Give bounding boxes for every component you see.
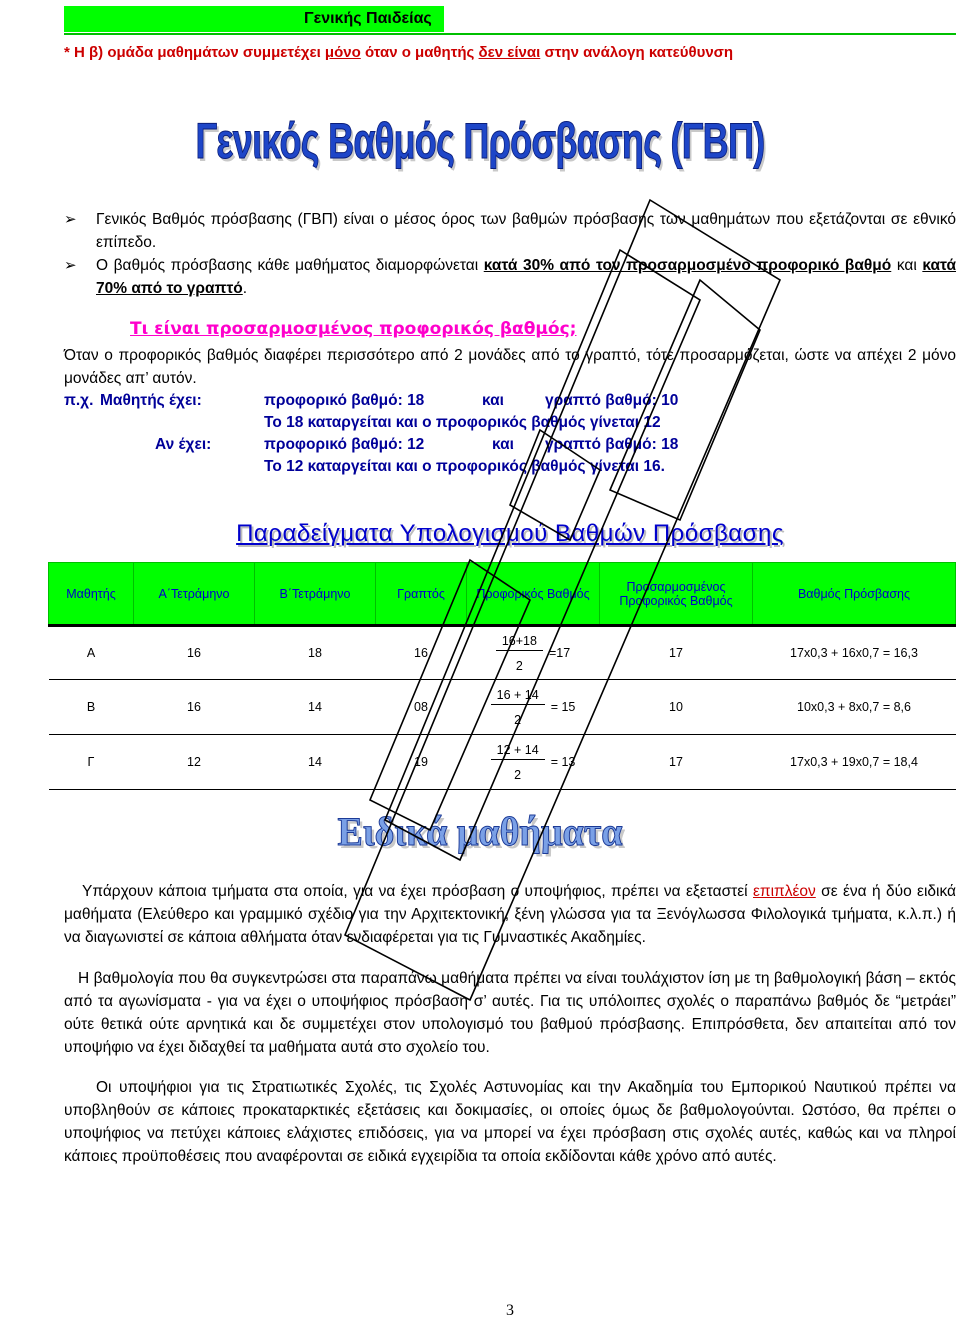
cell-written: 16: [376, 626, 467, 680]
cell-access: 17x0,3 + 16x0,7 = 16,3: [753, 626, 956, 680]
paragraph-special-1: [64, 880, 956, 949]
cell-oral: [467, 735, 600, 790]
bullet-list: [64, 208, 956, 300]
adjusted-question: Τι είναι προσαρμοσμένος προφορικός βαθμός;: [130, 319, 577, 339]
adjusted-explanation: Όταν ο προφορικός βαθμός διαφέρει περισσότερο από 2 μονάδες από το γραπτό, τότε προσαρμόζεται, ώστε να απέχει 2 μόνο μονάδες απ’ αυτόν.: [64, 347, 956, 387]
page-number: 3: [506, 1302, 514, 1319]
example-written-1: γραπτό βαθμό: 10: [545, 392, 679, 409]
paragraph-highlight: επιπλέον: [753, 883, 816, 900]
fraction-result: = 13: [550, 755, 576, 769]
cell-written: 08: [376, 680, 467, 735]
gvp-title: Γενικός Βαθμός Πρόσβασης (ΓΒΠ): [195, 113, 765, 169]
example-oral-1: προφορικό βαθμό: 18: [264, 392, 425, 409]
paragraph-special-2: Η βαθμολογία που θα συγκεντρώσει στα παραπάνω μαθήματα πρέπει να είναι τουλάχιστον ίση με τη βαθμολογική βάση – εκτός από τα αγωνίσματα - για να έχει ο υποψήφιος πρόσβαση σ’ αυτές. Για τις υπόλοιπες σχολές ο παραπάνω βαθμός δε “μετράει” ούτε θετικά ούτε αρνητικά και δε συμμετέχει στον υπολογισμό του βαθμού πρόσβασης. Επιπρόσθετα, δεν απαιτείται από τον υποψήφιο να έχει διδαχθεί τα μαθήματα αυτά στο σχολείο του.: [64, 970, 956, 1056]
arrow-bullet-icon: ➢: [64, 211, 77, 228]
cell-term-a: 12: [134, 735, 255, 790]
bullet-text: Γενικός Βαθμός πρόσβασης (ΓΒΠ) είναι ο μέσος όρος των βαθμών πρόσβασης των μαθημάτων που εξετάζονται σε εθνικό επίπεδο.: [96, 211, 956, 251]
note-part: * Η β) ομάδα μαθημάτων συμμετέχει: [64, 44, 325, 61]
table-row: [49, 735, 956, 790]
fraction: [496, 634, 570, 673]
cell-term-a: 16: [134, 626, 255, 680]
list-item: [64, 254, 956, 300]
paragraph-part: σε ένα ή δύο ειδικά μαθήματα (Ελεύθερο και γραμμικό σχέδιο για την Αρχιτεκτονική, ξένη γλώσσα για τα Ξενόγλωσσα Φιλολογικά τμήματα, κ.λ.π.) ή να διαγωνιστεί σε κάποια αθλήματα όταν ενδιαφέρεται για τις Γυμναστικές Ακαδημίες.: [64, 883, 956, 946]
arrow-bullet-icon: ➢: [64, 257, 77, 274]
cell-student: Γ: [49, 735, 134, 790]
example-result-1: Το 18 καταργείται και ο προφορικός βαθμός γίνεται 12: [264, 414, 661, 431]
note-part: όταν ο μαθητής: [360, 44, 479, 61]
paragraph-part: Υπάρχουν κάποια τμήματα στα οποία, για να έχει πρόσβαση ο υποψήφιος, πρέπει να εξεταστεί: [82, 883, 753, 900]
example-prefix: π.χ.: [64, 392, 94, 409]
table-title: Παραδείγματα Υπολογισμού Βαθμών Πρόσβασης: [236, 520, 784, 547]
cell-adjusted: 17: [600, 735, 753, 790]
column-header: Προφορικός Βαθμός: [467, 563, 600, 626]
note-emphasis: μόνο: [324, 44, 361, 61]
fraction-numerator: 16 + 14: [491, 688, 545, 705]
fraction-numerator: 16+18: [496, 634, 543, 651]
fraction-denominator: 2: [514, 712, 522, 727]
bullet-bold-part: κατά 30% από τον προσαρμοσμένο προφορικό βαθμό: [483, 257, 892, 274]
bullet-text-part: και: [891, 257, 923, 274]
fraction-result: =17: [548, 646, 571, 660]
cell-written: 19: [376, 735, 467, 790]
example-oral-2: προφορικό βαθμό: 12: [264, 436, 425, 453]
fraction-denominator: 2: [514, 767, 522, 782]
column-header: Γραπτός: [376, 563, 467, 626]
special-subjects-title: Ειδικά μαθήματα: [337, 809, 623, 854]
bullet-bold-part: κατά 70% από το γραπτό: [96, 257, 957, 297]
bullet-text-part: .: [242, 280, 248, 297]
cell-oral: [467, 680, 600, 735]
example-label-1: Μαθητής έχει:: [100, 392, 202, 409]
note-emphasis: δεν είναι: [478, 44, 541, 61]
cell-adjusted: 10: [600, 680, 753, 735]
cell-adjusted: 17: [600, 626, 753, 680]
cell-access: 17x0,3 + 19x0,7 = 18,4: [753, 735, 956, 790]
header-tag: Γενικής Παιδείας: [304, 10, 432, 27]
column-header: Α΄Τετράμηνο: [134, 563, 255, 626]
fraction-result: = 15: [550, 700, 576, 714]
table-header-row: [49, 563, 956, 626]
table-row: [49, 680, 956, 735]
example-and-2: και: [492, 436, 514, 453]
cell-term-b: 18: [255, 626, 376, 680]
cell-student: Α: [49, 626, 134, 680]
bullet-text: [96, 254, 956, 300]
bullet-text-part: Ο βαθμός πρόσβασης κάθε μαθήματος διαμορφώνεται: [96, 257, 484, 274]
column-header: Β΄Τετράμηνο: [255, 563, 376, 626]
header-rule: [64, 33, 956, 35]
paragraph-special-3: Οι υποψήφιοι για τις Στρατιωτικές Σχολές, τις Σχολές Αστυνομίας και την Ακαδημία του Εμπορικού Ναυτικού πρέπει να υποβληθούν σε κάποιες προκαταρκτικές εξετάσεις και δοκιμασίες, οι οποίες όμως δε βαθμολογούνται. Ωστόσο, θα πρέπει ο υποψήφιος να πετύχει κάποιες ελάχιστες επιδόσεις, για να μπορεί να έχει πρόσβαση στις σχολές αυτές, καθώς και να πληροί κάποιες προϋποθέσεις που αναφέρονται σε ειδικά εγχειρίδια τα οποία εκδίδονται κάθε χρόνο από αυτές.: [64, 1079, 956, 1165]
column-header: Μαθητής: [49, 563, 134, 626]
example-result-2: Το 12 καταργείται και ο προφορικός βαθμός γίνεται 16.: [264, 458, 665, 475]
group-note: [64, 44, 733, 61]
table-row: [49, 626, 956, 680]
cell-term-a: 16: [134, 680, 255, 735]
cell-term-b: 14: [255, 735, 376, 790]
fraction: [491, 688, 576, 727]
section-header: [64, 6, 444, 32]
column-header: Βαθμός Πρόσβασης: [753, 563, 956, 626]
cell-student: Β: [49, 680, 134, 735]
example-written-2: γραπτό βαθμό: 18: [545, 436, 679, 453]
list-item: [64, 208, 956, 254]
fraction-numerator: 12 + 14: [491, 743, 545, 760]
fraction: [491, 743, 576, 782]
fraction-denominator: 2: [515, 658, 523, 673]
grades-table: [48, 562, 956, 790]
column-header: Προσαρμοσμένος Προφορικός Βαθμός: [600, 563, 753, 626]
note-part: στην ανάλογη κατεύθυνση: [540, 44, 734, 61]
cell-access: 10x0,3 + 8x0,7 = 8,6: [753, 680, 956, 735]
example-label-2: Αν έχει:: [155, 436, 212, 453]
cell-oral: [467, 626, 600, 680]
example-and-1: και: [482, 392, 504, 409]
cell-term-b: 14: [255, 680, 376, 735]
